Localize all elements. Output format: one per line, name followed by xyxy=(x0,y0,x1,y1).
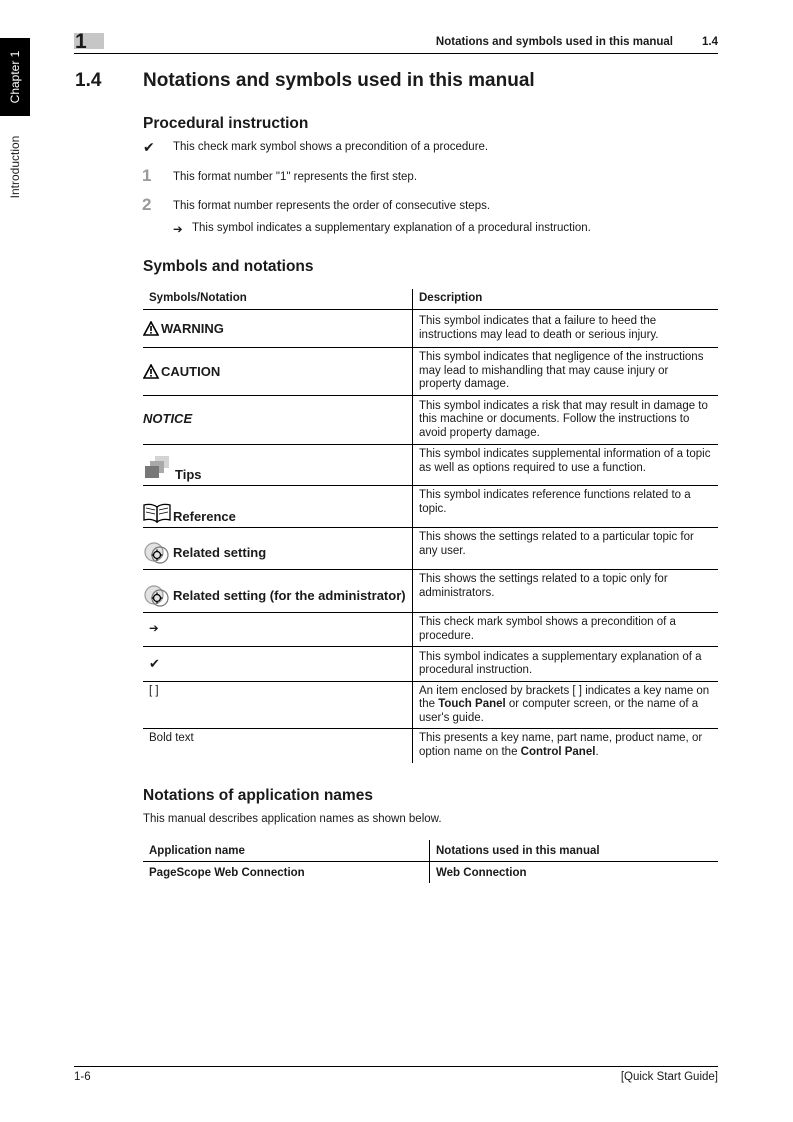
section-tab-label: Introduction xyxy=(8,135,22,199)
table-row xyxy=(143,310,718,348)
caution-triangle-icon xyxy=(143,364,159,379)
warning-label: WARNING xyxy=(161,320,224,336)
guide-name: [Quick Start Guide] xyxy=(620,1071,718,1083)
description-cell: This shows the settings related to a particular topic for any user. xyxy=(413,528,719,570)
related-setting-admin-label: Related setting (for the administrator) xyxy=(173,588,406,604)
description-cell: This symbol indicates a supplementary explanation of a procedural instruction. xyxy=(413,647,719,682)
related-setting-label: Related setting xyxy=(173,545,267,561)
arrow-symbol-cell: ➔ xyxy=(143,613,413,647)
related-setting-icon xyxy=(143,541,171,565)
description-cell xyxy=(413,682,719,729)
description-text: . xyxy=(595,745,599,758)
applications-intro: This manual describes application names as shown below. xyxy=(143,813,442,825)
symbols-heading: Symbols and notations xyxy=(143,258,314,275)
description-cell xyxy=(413,729,719,763)
step-1-text: This format number "1" represents the first step. xyxy=(173,171,418,183)
symbol-cell xyxy=(143,486,413,528)
step-number-1: 1 xyxy=(142,166,152,185)
step-number-2: 2 xyxy=(142,195,152,214)
tips-icon xyxy=(143,455,173,481)
caution-label: CAUTION xyxy=(161,363,221,379)
warning-triangle-icon xyxy=(143,321,159,336)
table-row xyxy=(143,729,718,763)
check-mark-icon: ✔ xyxy=(143,139,155,155)
table-row xyxy=(143,396,718,445)
chapter-tab xyxy=(0,38,30,116)
symbol-cell xyxy=(143,396,413,445)
description-cell: This check mark symbol shows a precondition of a procedure. xyxy=(413,613,719,647)
table-row xyxy=(143,486,718,528)
footer-divider xyxy=(74,1066,718,1067)
description-cell: This symbol indicates a risk that may result in damage to this machine or documents. Follow the instructions to avoid property damage. xyxy=(413,396,719,445)
related-setting-admin-icon xyxy=(143,584,171,608)
control-panel-term: Control Panel xyxy=(520,745,596,758)
page-title: Notations and symbols used in this manual xyxy=(143,70,535,91)
section-tab xyxy=(0,124,30,210)
header-section-number: 1.4 xyxy=(702,36,718,48)
arrow-text: This symbol indicates a supplementary explanation of a procedural instruction. xyxy=(192,222,591,234)
table-header-row xyxy=(143,289,718,310)
table-row xyxy=(143,528,718,570)
header-title: Notations and symbols used in this manual xyxy=(435,36,673,48)
description-text: This presents a key name, part name, product name, or option name on the xyxy=(419,732,703,758)
applications-table xyxy=(143,840,718,883)
description-text: An item enclosed by brackets [ ] indicates a key name on the xyxy=(419,684,710,711)
table-row xyxy=(143,862,718,884)
reference-label: Reference xyxy=(173,508,236,524)
symbol-cell xyxy=(143,310,413,348)
column-header-description: Description xyxy=(413,289,719,310)
description-cell: This symbol indicates supplemental information of a topic as well as options required to use a function. xyxy=(413,445,719,486)
table-row xyxy=(143,647,718,682)
column-header-symbol: Symbols/Notation xyxy=(143,289,413,310)
symbol-cell xyxy=(143,445,413,486)
page-number: 1-6 xyxy=(74,1071,91,1083)
notice-label: NOTICE xyxy=(143,411,193,427)
header-divider xyxy=(74,53,718,54)
section-number: 1.4 xyxy=(75,70,102,91)
table-header-row xyxy=(143,840,718,862)
description-cell: This symbol indicates reference functions related to a topic. xyxy=(413,486,719,528)
chapter-tab-label: Chapter 1 xyxy=(8,50,22,104)
table-row xyxy=(143,570,718,613)
description-cell: This shows the settings related to a topic only for administrators. xyxy=(413,570,719,613)
touch-panel-term: Touch Panel xyxy=(438,698,506,711)
application-notation-cell: Web Connection xyxy=(430,862,719,884)
brackets-symbol-cell: [ ] xyxy=(143,682,413,729)
procedural-heading: Procedural instruction xyxy=(143,115,309,132)
symbols-table xyxy=(143,289,718,763)
tips-label: Tips xyxy=(175,466,202,482)
bold-text-symbol-cell: Bold text xyxy=(149,732,194,744)
description-cell: This symbol indicates that negligence of the instructions may lead to mishandling that may cause injury or property damage. xyxy=(413,348,719,396)
book-icon xyxy=(143,503,171,523)
arrow-icon: ➔ xyxy=(173,224,183,236)
symbol-cell xyxy=(143,348,413,396)
table-row xyxy=(143,682,718,729)
check-mark-text: This check mark symbol shows a precondition of a procedure. xyxy=(173,141,489,153)
step-2-text: This format number represents the order of consecutive steps. xyxy=(173,200,491,212)
header-chapter-number: 1 xyxy=(75,30,87,53)
application-name-cell: PageScope Web Connection xyxy=(149,866,305,879)
column-header-application: Application name xyxy=(143,840,430,862)
table-row xyxy=(143,613,718,647)
description-text: or computer screen, or the name of a user's guide. xyxy=(419,698,699,724)
column-header-notation: Notations used in this manual xyxy=(430,840,719,862)
table-row xyxy=(143,445,718,486)
check-symbol-cell: ✔ xyxy=(143,647,413,682)
description-cell: This symbol indicates that a failure to heed the instructions may lead to death or serious injury. xyxy=(413,310,719,348)
symbol-cell xyxy=(143,528,413,570)
symbol-cell xyxy=(143,570,413,613)
applications-heading: Notations of application names xyxy=(143,787,373,804)
table-row xyxy=(143,348,718,396)
